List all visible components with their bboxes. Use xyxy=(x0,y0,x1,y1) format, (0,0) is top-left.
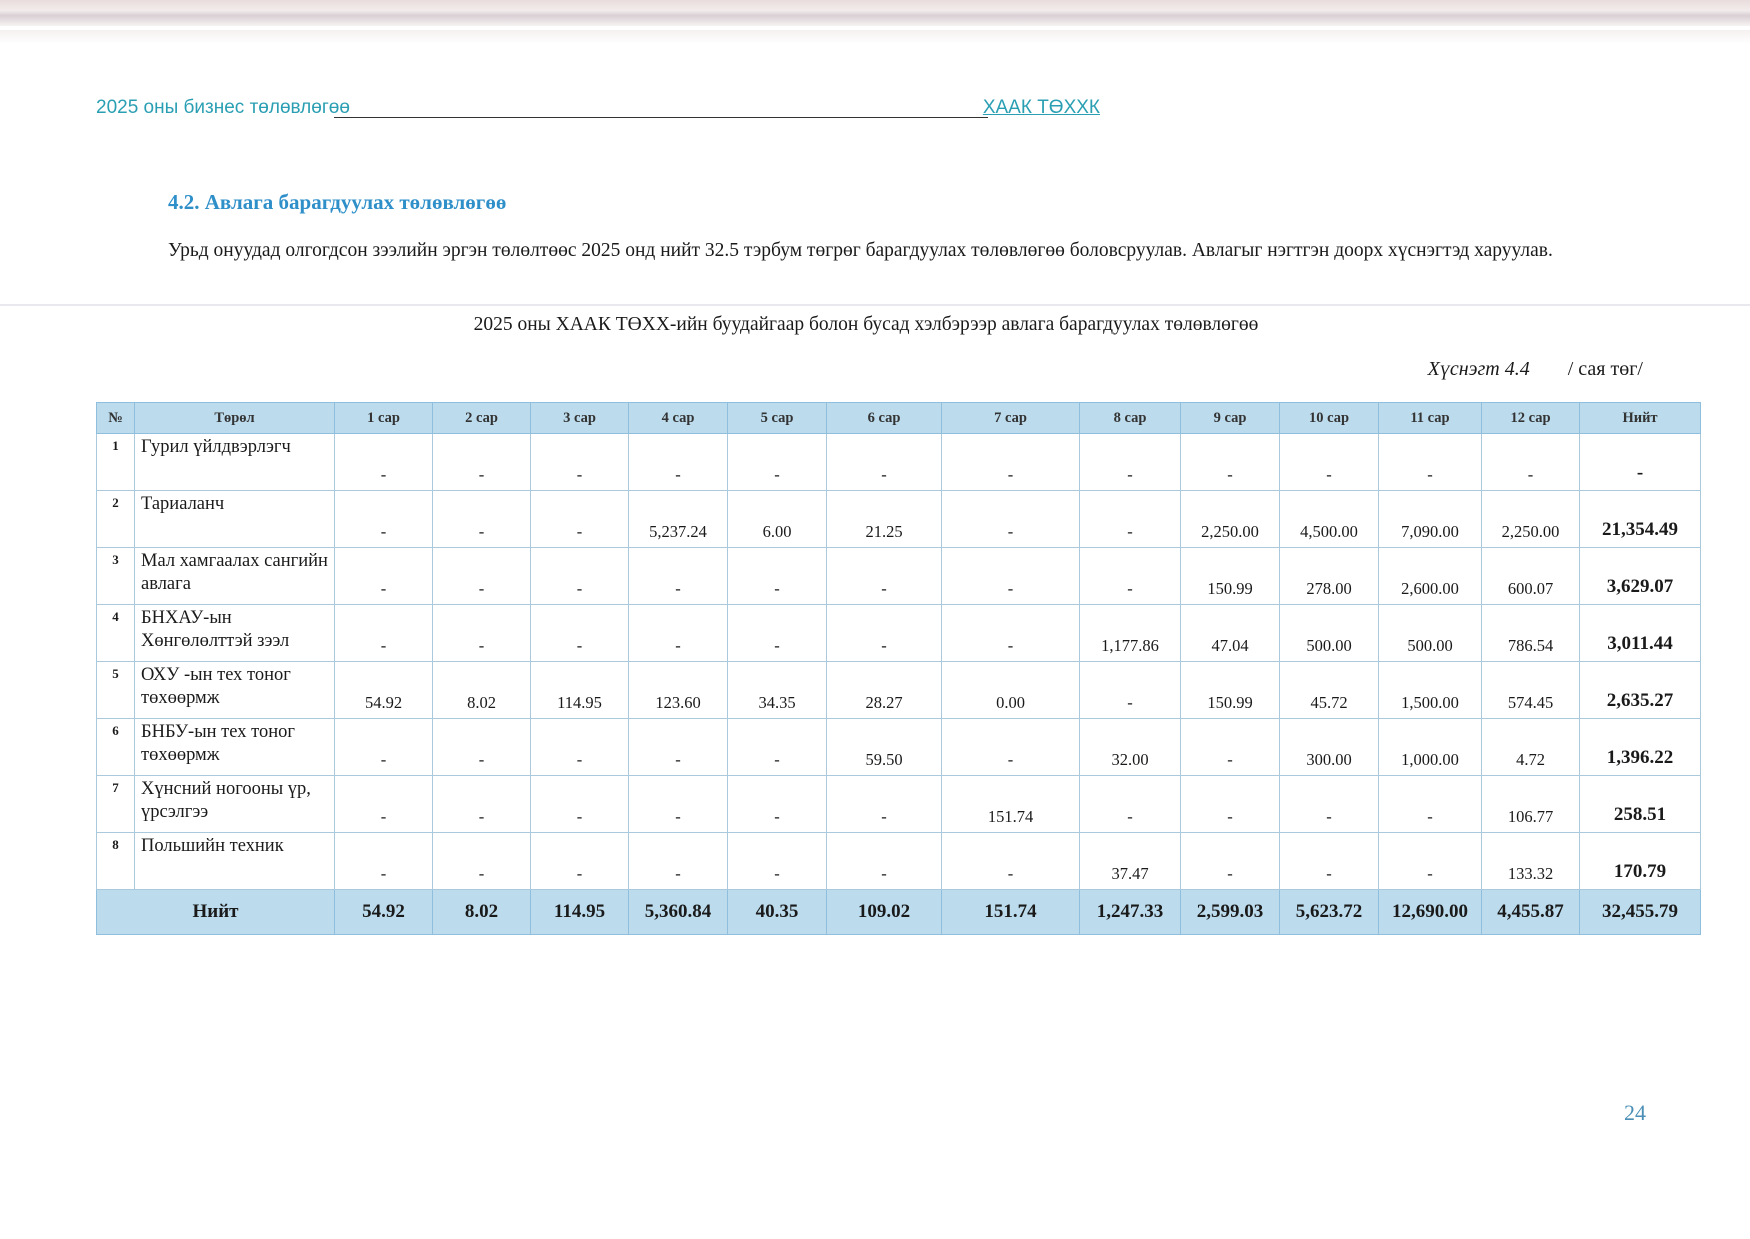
table-body xyxy=(97,434,1701,935)
grand-total: 32,455.79 xyxy=(1580,890,1701,935)
month-value: 4,500.00 xyxy=(1280,491,1379,548)
month-value: 1,000.00 xyxy=(1379,719,1482,776)
month-value: 151.74 xyxy=(942,776,1080,833)
table-title xyxy=(96,314,1750,336)
column-header: № xyxy=(97,403,135,434)
month-value: - xyxy=(728,605,827,662)
month-value: - xyxy=(531,548,629,605)
month-value: - xyxy=(827,833,942,890)
row-total: - xyxy=(1580,434,1701,491)
column-header: 12 сар xyxy=(1482,403,1580,434)
month-value: - xyxy=(1379,776,1482,833)
month-value: - xyxy=(629,833,728,890)
row-type: Мал хамгаалах сангийн авлага xyxy=(135,548,335,605)
month-value: - xyxy=(942,605,1080,662)
month-value: 300.00 xyxy=(1280,719,1379,776)
month-value: - xyxy=(531,833,629,890)
month-value: 2,250.00 xyxy=(1181,491,1280,548)
month-value: 500.00 xyxy=(1280,605,1379,662)
month-value: - xyxy=(1181,833,1280,890)
row-total: 3,629.07 xyxy=(1580,548,1701,605)
scan-edge-top xyxy=(0,0,1750,26)
month-value: 47.04 xyxy=(1181,605,1280,662)
month-value: - xyxy=(433,719,531,776)
row-type: БНБУ-ын тех тоног төхөөрмж xyxy=(135,719,335,776)
month-value: - xyxy=(1181,776,1280,833)
table-unit: / сая төг/ xyxy=(1567,358,1643,380)
month-value: - xyxy=(728,776,827,833)
table-title-text: 2025 оны ХААК ТӨХХ-ийн буудайгаар болон бусад хэлбэрээр авлага барагдуулах төлөвлөгөө xyxy=(473,314,1259,335)
column-header: 11 сар xyxy=(1379,403,1482,434)
month-value: 786.54 xyxy=(1482,605,1580,662)
header-rule xyxy=(334,117,988,118)
month-value: - xyxy=(1181,434,1280,491)
month-value: - xyxy=(942,434,1080,491)
month-total: 1,247.33 xyxy=(1080,890,1181,935)
month-value: - xyxy=(433,491,531,548)
row-total: 21,354.49 xyxy=(1580,491,1701,548)
month-value: - xyxy=(433,605,531,662)
row-total: 2,635.27 xyxy=(1580,662,1701,719)
month-value: - xyxy=(531,605,629,662)
month-value: - xyxy=(531,491,629,548)
month-value: - xyxy=(531,434,629,491)
month-value: - xyxy=(335,776,433,833)
month-value: - xyxy=(1181,719,1280,776)
row-type: Хүнсний ногооны үр, үрсэлгээ xyxy=(135,776,335,833)
column-header: 7 сар xyxy=(942,403,1080,434)
month-value: 114.95 xyxy=(531,662,629,719)
month-value: 5,237.24 xyxy=(629,491,728,548)
column-header: Нийт xyxy=(1580,403,1701,434)
month-value: - xyxy=(1379,833,1482,890)
month-value: - xyxy=(335,548,433,605)
month-total: 5,623.72 xyxy=(1280,890,1379,935)
month-value: - xyxy=(335,719,433,776)
month-value: 4.72 xyxy=(1482,719,1580,776)
table-caption xyxy=(1428,358,1643,381)
total-label: Нийт xyxy=(97,890,335,935)
row-number: 7 xyxy=(97,776,135,833)
month-value: 150.99 xyxy=(1181,548,1280,605)
month-value: - xyxy=(335,605,433,662)
column-header: 4 сар xyxy=(629,403,728,434)
month-value: - xyxy=(728,833,827,890)
month-value: 0.00 xyxy=(942,662,1080,719)
month-total: 114.95 xyxy=(531,890,629,935)
receivables-table xyxy=(96,402,1701,935)
month-value: - xyxy=(827,548,942,605)
month-value: - xyxy=(827,605,942,662)
table-number: Хүснэгт 4.4 xyxy=(1427,358,1530,380)
month-value: 600.07 xyxy=(1482,548,1580,605)
month-value: 32.00 xyxy=(1080,719,1181,776)
month-total: 12,690.00 xyxy=(1379,890,1482,935)
month-value: - xyxy=(629,434,728,491)
month-total: 8.02 xyxy=(433,890,531,935)
month-value: 574.45 xyxy=(1482,662,1580,719)
table-row xyxy=(97,548,1701,605)
month-value: 28.27 xyxy=(827,662,942,719)
month-value: - xyxy=(1080,434,1181,491)
month-value: - xyxy=(433,548,531,605)
month-total: 4,455.87 xyxy=(1482,890,1580,935)
column-header: 8 сар xyxy=(1080,403,1181,434)
month-value: 123.60 xyxy=(629,662,728,719)
month-value: 37.47 xyxy=(1080,833,1181,890)
month-value: - xyxy=(531,776,629,833)
month-value: - xyxy=(728,434,827,491)
month-value: - xyxy=(1280,776,1379,833)
column-header: 9 сар xyxy=(1181,403,1280,434)
row-number: 5 xyxy=(97,662,135,719)
month-value: - xyxy=(942,719,1080,776)
row-type: Польшийн техник xyxy=(135,833,335,890)
row-number: 3 xyxy=(97,548,135,605)
scan-edge-shadow xyxy=(0,30,1750,44)
page-number: 24 xyxy=(1624,1100,1646,1125)
month-value: - xyxy=(433,434,531,491)
row-type: Тариаланч xyxy=(135,491,335,548)
row-total: 170.79 xyxy=(1580,833,1701,890)
month-value: 2,600.00 xyxy=(1379,548,1482,605)
row-total: 258.51 xyxy=(1580,776,1701,833)
month-value: - xyxy=(827,434,942,491)
page-header xyxy=(96,92,1100,122)
month-value: - xyxy=(728,719,827,776)
total-row xyxy=(97,890,1701,935)
header-company: ХААК ТӨХХК xyxy=(982,97,1100,118)
month-total: 5,360.84 xyxy=(629,890,728,935)
month-total: 54.92 xyxy=(335,890,433,935)
row-number: 2 xyxy=(97,491,135,548)
month-value: 2,250.00 xyxy=(1482,491,1580,548)
month-value: - xyxy=(1080,662,1181,719)
month-value: - xyxy=(728,548,827,605)
column-header: 5 сар xyxy=(728,403,827,434)
month-value: 133.32 xyxy=(1482,833,1580,890)
column-header: 3 сар xyxy=(531,403,629,434)
month-value: - xyxy=(827,776,942,833)
month-total: 2,599.03 xyxy=(1181,890,1280,935)
month-value: - xyxy=(629,605,728,662)
month-value: - xyxy=(335,833,433,890)
month-value: - xyxy=(1482,434,1580,491)
row-total: 3,011.44 xyxy=(1580,605,1701,662)
header-plan-title: 2025 оны бизнес төлөвлөгөө xyxy=(96,97,350,118)
row-number: 1 xyxy=(97,434,135,491)
month-value: 34.35 xyxy=(728,662,827,719)
month-value: 1,500.00 xyxy=(1379,662,1482,719)
month-value: - xyxy=(1280,434,1379,491)
table-header-row xyxy=(97,403,1701,434)
month-value: - xyxy=(942,548,1080,605)
row-number: 8 xyxy=(97,833,135,890)
section-paragraph: Урьд онуудад олгогдсон зээлийн эргэн төлөлтөөс 2025 онд нийт 32.5 тэрбум төгрөг барагдуулах төлөвлөгөө боловсруулав. Авлагыг нэгтгэн доорх хүснэгтэд харуулав. xyxy=(168,240,1553,261)
month-value: - xyxy=(1080,491,1181,548)
month-value: 6.00 xyxy=(728,491,827,548)
table-row xyxy=(97,491,1701,548)
month-value: - xyxy=(433,833,531,890)
month-value: - xyxy=(942,491,1080,548)
month-value: 500.00 xyxy=(1379,605,1482,662)
row-type: ОХУ -ын тех тоног төхөөрмж xyxy=(135,662,335,719)
month-value: 54.92 xyxy=(335,662,433,719)
column-header: 1 сар xyxy=(335,403,433,434)
scan-artifact-line xyxy=(0,304,1750,306)
column-header: 10 сар xyxy=(1280,403,1379,434)
table-row xyxy=(97,719,1701,776)
month-value: 278.00 xyxy=(1280,548,1379,605)
month-value: - xyxy=(1379,434,1482,491)
month-value: 8.02 xyxy=(433,662,531,719)
column-header: 6 сар xyxy=(827,403,942,434)
table-row xyxy=(97,833,1701,890)
row-total: 1,396.22 xyxy=(1580,719,1701,776)
month-value: 21.25 xyxy=(827,491,942,548)
month-value: 7,090.00 xyxy=(1379,491,1482,548)
table-row xyxy=(97,662,1701,719)
month-value: - xyxy=(942,833,1080,890)
column-header: 2 сар xyxy=(433,403,531,434)
month-value: 45.72 xyxy=(1280,662,1379,719)
row-type: БНХАУ-ын Хөнгөлөлттэй зээл xyxy=(135,605,335,662)
month-value: - xyxy=(629,776,728,833)
column-header: Төрөл xyxy=(135,403,335,434)
table-row xyxy=(97,605,1701,662)
month-value: - xyxy=(1280,833,1379,890)
table-row xyxy=(97,776,1701,833)
month-value: 59.50 xyxy=(827,719,942,776)
month-value: - xyxy=(433,776,531,833)
month-value: - xyxy=(531,719,629,776)
month-value: - xyxy=(1080,548,1181,605)
month-value: - xyxy=(629,719,728,776)
month-total: 151.74 xyxy=(942,890,1080,935)
month-value: 150.99 xyxy=(1181,662,1280,719)
section-title: 4.2. Авлага барагдуулах төлөвлөгөө xyxy=(168,190,507,214)
month-value: - xyxy=(335,434,433,491)
month-value: - xyxy=(1080,776,1181,833)
month-total: 40.35 xyxy=(728,890,827,935)
table-row xyxy=(97,434,1701,491)
month-value: 106.77 xyxy=(1482,776,1580,833)
row-number: 4 xyxy=(97,605,135,662)
month-value: - xyxy=(629,548,728,605)
row-number: 6 xyxy=(97,719,135,776)
row-type: Гурил үйлдвэрлэгч xyxy=(135,434,335,491)
month-value: - xyxy=(335,491,433,548)
month-total: 109.02 xyxy=(827,890,942,935)
month-value: 1,177.86 xyxy=(1080,605,1181,662)
